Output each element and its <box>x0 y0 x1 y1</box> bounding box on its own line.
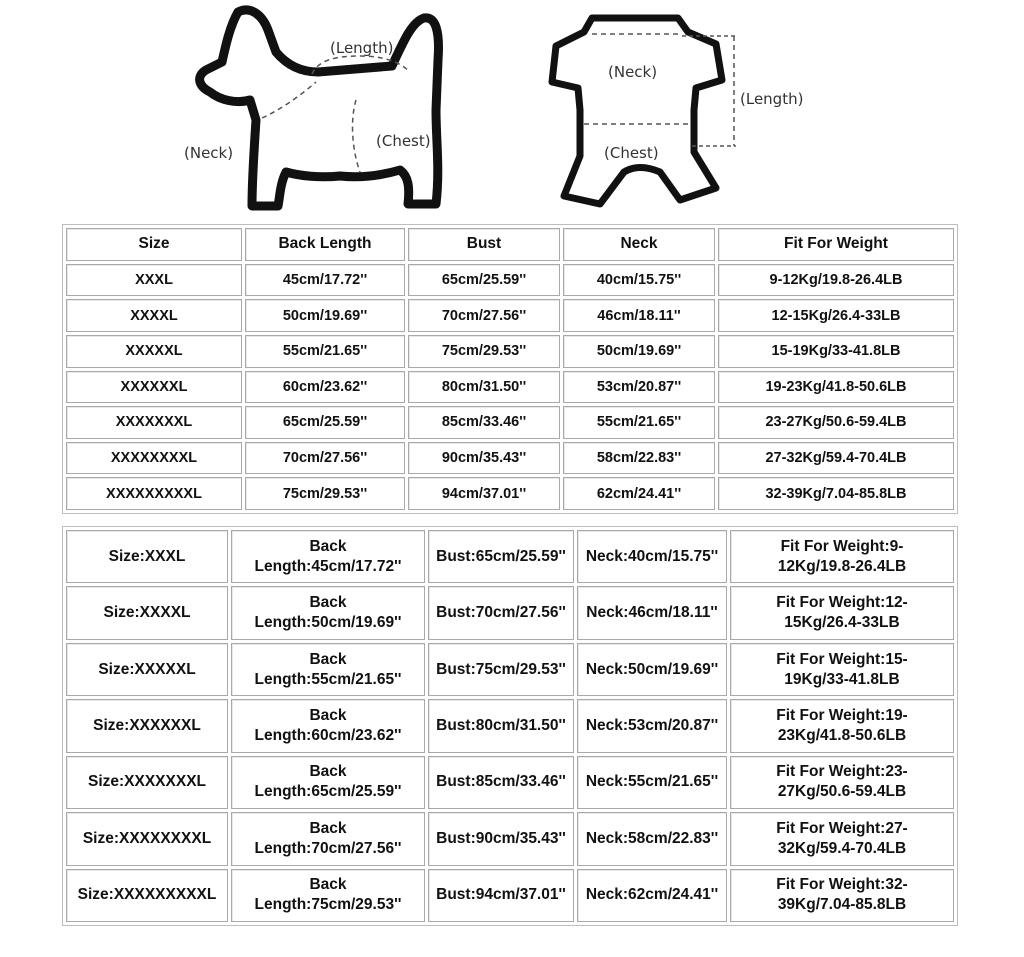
cell-back-length: 65cm/25.59'' <box>245 406 405 439</box>
size-table-2 <box>62 526 958 926</box>
cell-back-length: Back Length:65cm/25.59'' <box>231 756 425 809</box>
cell-size: XXXXXXXXXL <box>66 477 242 510</box>
cell-fit-weight: Fit For Weight:12- 15Kg/26.4-33LB <box>730 586 954 639</box>
cell-back-length: Back Length:50cm/19.69'' <box>231 586 425 639</box>
cell-back-length: Back Length:75cm/29.53'' <box>231 869 425 922</box>
left-chest-label: (Chest) <box>376 132 431 150</box>
cell-size: XXXL <box>66 264 242 297</box>
cell-bust: Bust:85cm/33.46'' <box>428 756 574 809</box>
table-row <box>66 699 954 752</box>
header-back-length: Back Length <box>245 228 405 261</box>
measurement-illustrations <box>0 0 1024 220</box>
table-header-row <box>66 228 954 261</box>
cell-back-length: Back Length:45cm/17.72'' <box>231 530 425 583</box>
cell-bust: Bust:80cm/31.50'' <box>428 699 574 752</box>
table-row <box>66 869 954 922</box>
cell-neck: Neck:46cm/18.11'' <box>577 586 727 639</box>
cell-back-length: Back Length:60cm/23.62'' <box>231 699 425 752</box>
table-row <box>66 812 954 865</box>
neck-dash-icon <box>262 82 316 118</box>
cell-fit-weight: Fit For Weight:19- 23Kg/41.8-50.6LB <box>730 699 954 752</box>
cell-bust: 70cm/27.56'' <box>408 299 560 332</box>
cell-size: XXXXXXXXL <box>66 442 242 475</box>
cell-bust: 85cm/33.46'' <box>408 406 560 439</box>
left-neck-label: (Neck) <box>184 144 234 162</box>
cell-neck: Neck:53cm/20.87'' <box>577 699 727 752</box>
cell-bust: Bust:90cm/35.43'' <box>428 812 574 865</box>
cell-fit-weight: 19-23Kg/41.8-50.6LB <box>718 371 954 404</box>
cell-fit-weight: 15-19Kg/33-41.8LB <box>718 335 954 368</box>
left-length-label: (Length) <box>330 39 394 57</box>
cell-bust: 80cm/31.50'' <box>408 371 560 404</box>
cell-back-length: Back Length:70cm/27.56'' <box>231 812 425 865</box>
cell-neck: Neck:40cm/15.75'' <box>577 530 727 583</box>
chest-dash-icon <box>353 100 360 172</box>
table-row <box>66 264 954 297</box>
cell-bust: Bust:65cm/25.59'' <box>428 530 574 583</box>
cell-size: Size:XXXXXL <box>66 643 228 696</box>
cell-back-length: 55cm/21.65'' <box>245 335 405 368</box>
cell-bust: Bust:75cm/29.53'' <box>428 643 574 696</box>
cell-fit-weight: Fit For Weight:32- 39Kg/7.04-85.8LB <box>730 869 954 922</box>
cell-fit-weight: 23-27Kg/50.6-59.4LB <box>718 406 954 439</box>
cell-bust: Bust:70cm/27.56'' <box>428 586 574 639</box>
garment-front-diagram <box>540 0 840 220</box>
dog-silhouette-icon <box>200 10 439 206</box>
table-row <box>66 756 954 809</box>
table-row <box>66 477 954 510</box>
dog-side-diagram <box>0 0 460 220</box>
cell-neck: 40cm/15.75'' <box>563 264 715 297</box>
cell-back-length: 70cm/27.56'' <box>245 442 405 475</box>
table-row <box>66 406 954 439</box>
cell-fit-weight: 12-15Kg/26.4-33LB <box>718 299 954 332</box>
cell-neck: 46cm/18.11'' <box>563 299 715 332</box>
garment-silhouette-icon <box>552 18 722 204</box>
header-bust: Bust <box>408 228 560 261</box>
cell-size: Size:XXXL <box>66 530 228 583</box>
cell-bust: 94cm/37.01'' <box>408 477 560 510</box>
cell-fit-weight: 9-12Kg/19.8-26.4LB <box>718 264 954 297</box>
cell-neck: 50cm/19.69'' <box>563 335 715 368</box>
cell-fit-weight: 27-32Kg/59.4-70.4LB <box>718 442 954 475</box>
cell-neck: Neck:62cm/24.41'' <box>577 869 727 922</box>
right-chest-label: (Chest) <box>604 144 659 162</box>
cell-neck: Neck:50cm/19.69'' <box>577 643 727 696</box>
cell-neck: 58cm/22.83'' <box>563 442 715 475</box>
table-row <box>66 530 954 583</box>
size-table-1 <box>62 224 958 514</box>
cell-size: XXXXXL <box>66 335 242 368</box>
cell-back-length: 50cm/19.69'' <box>245 299 405 332</box>
cell-size: Size:XXXXXXXXXL <box>66 869 228 922</box>
cell-fit-weight: Fit For Weight:23- 27Kg/50.6-59.4LB <box>730 756 954 809</box>
table-row <box>66 442 954 475</box>
cell-back-length: 45cm/17.72'' <box>245 264 405 297</box>
right-length-label: (Length) <box>740 90 804 108</box>
cell-fit-weight: Fit For Weight:15- 19Kg/33-41.8LB <box>730 643 954 696</box>
cell-size: Size:XXXXXXXXL <box>66 812 228 865</box>
header-size: Size <box>66 228 242 261</box>
header-fit-weight: Fit For Weight <box>718 228 954 261</box>
cell-bust: Bust:94cm/37.01'' <box>428 869 574 922</box>
cell-size: XXXXXXL <box>66 371 242 404</box>
cell-size: Size:XXXXXXXL <box>66 756 228 809</box>
cell-size: XXXXL <box>66 299 242 332</box>
cell-fit-weight: Fit For Weight:9- 12Kg/19.8-26.4LB <box>730 530 954 583</box>
right-neck-label: (Neck) <box>608 63 658 81</box>
cell-bust: 75cm/29.53'' <box>408 335 560 368</box>
cell-bust: 65cm/25.59'' <box>408 264 560 297</box>
header-neck: Neck <box>563 228 715 261</box>
cell-back-length: Back Length:55cm/21.65'' <box>231 643 425 696</box>
cell-fit-weight: 32-39Kg/7.04-85.8LB <box>718 477 954 510</box>
cell-size: Size:XXXXXXL <box>66 699 228 752</box>
cell-size: XXXXXXXL <box>66 406 242 439</box>
cell-bust: 90cm/35.43'' <box>408 442 560 475</box>
table-row <box>66 643 954 696</box>
cell-fit-weight: Fit For Weight:27- 32Kg/59.4-70.4LB <box>730 812 954 865</box>
cell-neck: 53cm/20.87'' <box>563 371 715 404</box>
cell-neck: 55cm/21.65'' <box>563 406 715 439</box>
cell-neck: Neck:55cm/21.65'' <box>577 756 727 809</box>
cell-back-length: 75cm/29.53'' <box>245 477 405 510</box>
table-row <box>66 299 954 332</box>
cell-back-length: 60cm/23.62'' <box>245 371 405 404</box>
cell-size: Size:XXXXL <box>66 586 228 639</box>
table-row <box>66 371 954 404</box>
cell-neck: 62cm/24.41'' <box>563 477 715 510</box>
table-row <box>66 335 954 368</box>
cell-neck: Neck:58cm/22.83'' <box>577 812 727 865</box>
table-row <box>66 586 954 639</box>
